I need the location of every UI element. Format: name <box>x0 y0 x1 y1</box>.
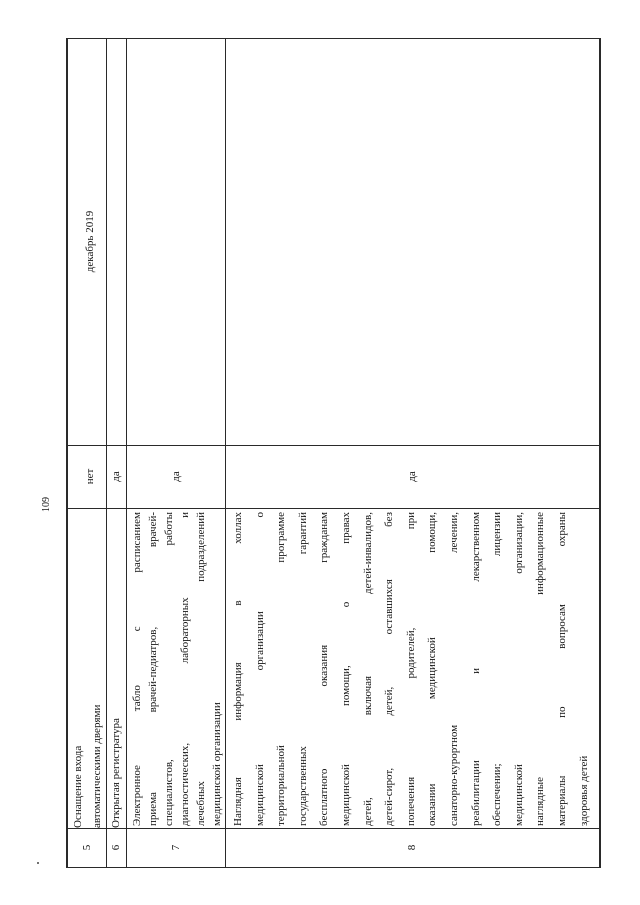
row-5-number: 5 <box>81 844 93 851</box>
table-line <box>66 867 600 868</box>
table-line <box>66 38 600 39</box>
row-6-description: Открытая регистратура <box>110 718 122 828</box>
row-5-status: нет <box>84 468 96 485</box>
row-7-status: да <box>170 471 182 482</box>
table-line <box>66 508 600 509</box>
table-line <box>66 38 68 868</box>
row-6-number: 6 <box>110 844 122 851</box>
page-number: 109 <box>41 497 52 512</box>
row-5-description: Оснащение входа автоматическими дверями <box>72 704 104 828</box>
row-7-description: Электронное табло с расписанием приема врачей-педиатров, врачей- специалистов, работы диагностических, лабораторных и лечебных подразделений медицинской организации <box>131 512 223 826</box>
row-7-number: 7 <box>170 844 182 851</box>
row-8-description: Наглядная информация в холлах медицинской организации о территориальной программе государственных гарантий бесплатного оказания гражданам медицинской помощи, о правах детей, включая детей-инвалидов, детей-сирот, детей, оставшихся без попечения родителей, при оказании медицинской помощи, санаторно-курортном лечении, реабилитации и лекарственном обеспечении; лицензии медицинской организации, наглядные информационные материалы по вопросам охраны здоровья детей <box>232 512 590 826</box>
row-5-deadline: декабрь 2019 <box>84 210 96 273</box>
table-line <box>599 38 601 868</box>
row-8-status: да <box>406 471 418 482</box>
row-8-number: 8 <box>406 844 418 851</box>
row-6-status: да <box>110 471 122 482</box>
